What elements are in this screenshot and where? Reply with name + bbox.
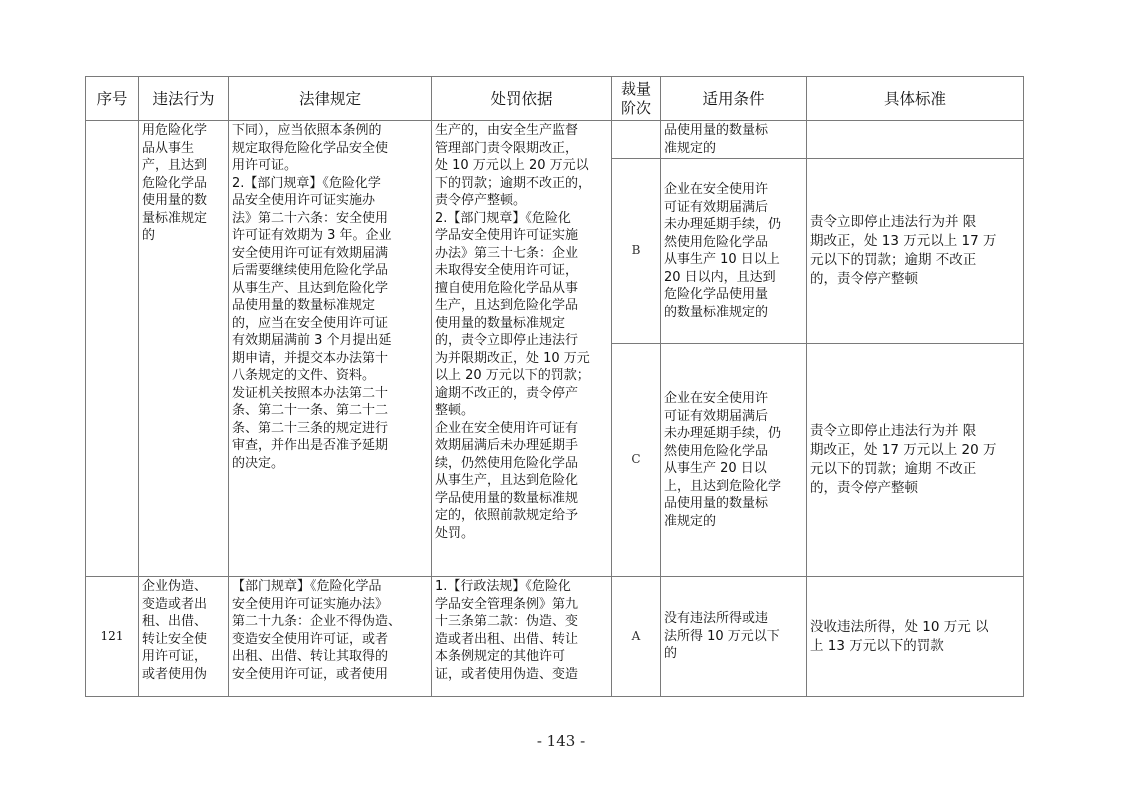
condition-cell-b: 企业在安全使用许 可证有效期届满后 未办理延期手续，仍 然使用危险化学品 从事生产 10 日以上 20 日以内，且达到 危险化学品使用量 的数量标准规定的 (661, 159, 807, 344)
violation-cell-continued: 用危险化学 品从事生 产，且达到 危险化学品 使用量的数 量标准规定 的 (139, 121, 229, 577)
condition-cell-c: 企业在安全使用许 可证有效期届满后 未办理延期手续，仍 然使用危险化学品 从事生产 20 日以 上，且达到危险化学 品使用量的数量标 准规定的 (661, 344, 807, 577)
table-row (86, 121, 1024, 159)
penalty-standards-table (85, 76, 1024, 697)
table-header-row (86, 77, 1024, 121)
law-cell-121: 【部门规章】《危险化学品 安全使用许可证实施办法》 第二十九条：企业不得伪造、 变造安全使用许可证，或者 出租、出借、转让其取得的 安全使用许可证，或者使用 (229, 577, 432, 697)
violation-cell-121: 企业伪造、 变造或者出 租、出借、 转让安全使 用许可证， 或者使用伪 (139, 577, 229, 697)
header-condition: 适用条件 (661, 77, 807, 121)
header-tier: 裁量 阶次 (612, 77, 661, 121)
standard-cell-c: 责令立即停止违法行为并 限 期改正，处 17 万元以上 20 万 元以下的罚款；逾期 不改正 的，责令停产整顿 (807, 344, 1024, 577)
seq-cell-continued (86, 121, 139, 577)
standard-cell-b: 责令立即停止违法行为并 限 期改正，处 13 万元以上 17 万 元以下的罚款；逾期 不改正 的，责令停产整顿 (807, 159, 1024, 344)
header-violation: 违法行为 (139, 77, 229, 121)
header-law: 法律规定 (229, 77, 432, 121)
table-row (86, 577, 1024, 697)
standard-cell-a: 没收违法所得，处 10 万元 以 上 13 万元以下的罚款 (807, 577, 1024, 697)
tier-cell-c: C (612, 344, 661, 577)
basis-cell-continued: 生产的，由安全生产监督 管理部门责令限期改正， 处 10 万元以上 20 万元以 下的罚款；逾期不改正的， 责令停产整顿。 2.【部门规章】《危险化 学品安全使用许可证实施 办法》第三十七条：企业 未取得安全使用许可证， 擅自使用危险化学品从事 生产，且达到危险化学品 使用量的数量标准规定 的，责令立即停止违法行 为并限期改正，处 10 万元 以上 20 万元以下的罚款； 逾期不改正的，责令停产 整顿。 企业在安全使用许可证有 效期届满后未办理延期手 续，仍然使用危险化学品 从事生产，且达到危险化 学品使用量的数量标准规 定的，依照前款规定给予 处罚。 (432, 121, 612, 577)
tier-cell-b: B (612, 159, 661, 344)
standard-cell-continued (807, 121, 1024, 159)
tier-cell-continued (612, 121, 661, 159)
seq-cell-121: 121 (86, 577, 139, 697)
header-seq: 序号 (86, 77, 139, 121)
law-cell-continued: 下同），应当依照本条例的 规定取得危险化学品安全使 用许可证。 2.【部门规章】《危险化学 品安全使用许可证实施办 法》第二十六条：安全使用 许可证有效期为 3 年。企业 安全使用许可证有效期届满 后需要继续使用危险化学品 从事生产、且达到危险化学 品使用量的数量标准规定 的，应当在安全使用许可证 有效期届满前 3 个月提出延 期申请，并提交本办法第十 八条规定的文件、资料。 发证机关按照本办法第二十 条、第二十一条、第二十二 条、第二十三条的规定进行 审查，并作出是否准予延期 的决定。 (229, 121, 432, 577)
condition-cell-a: 没有违法所得或违 法所得 10 万元以下 的 (661, 577, 807, 697)
header-standard: 具体标准 (807, 77, 1024, 121)
header-basis: 处罚依据 (432, 77, 612, 121)
basis-cell-121: 1.【行政法规】《危险化 学品安全管理条例》第九 十三条第二款：伪造、变 造或者出租、出借、转让 本条例规定的其他许可 证，或者使用伪造、变造 (432, 577, 612, 697)
page-number: - 143 - (536, 732, 586, 750)
tier-cell-a: A (612, 577, 661, 697)
condition-cell-continued: 品使用量的数量标 准规定的 (661, 121, 807, 159)
